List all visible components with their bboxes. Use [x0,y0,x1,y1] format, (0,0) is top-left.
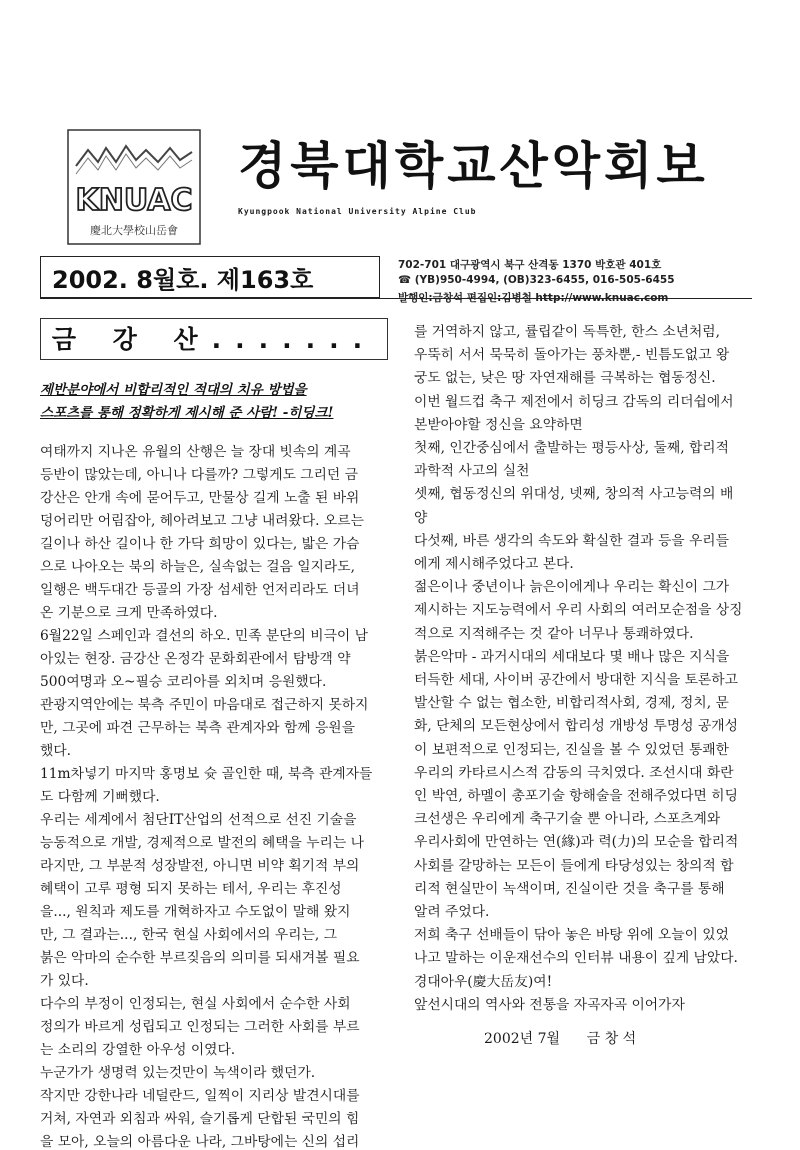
article-line: 만, 그곳에 파견 근무하는 북측 관계자와 함께 응원을 [40,720,355,736]
article-line: 리적 현실만이 녹색이며, 진실이란 것을 축구를 통해 [414,880,725,897]
article-line: 화, 단체의 모든현상에서 합리성 개방성 투명성 공개성 [414,718,738,735]
article-line: 우리는 세계에서 첨단IT산업의 선적으로 선진 기술을 [40,812,357,828]
article-line: 을 모아, 오늘의 아름다운 나라, 그바탕에는 신의 섭리 [40,1134,360,1150]
club-logo [66,128,202,246]
article-line: 첫째, 인간중심에서 출발하는 평등사상, 둘째, 합리적 [414,440,729,456]
article-line: 길이나 하산 길이나 한 가닥 희망이 있다는, 밟은 가슴 [40,536,360,552]
article-line: 작지만 강한나라 네덜란드, 일찍이 지리상 발견시대를 [40,1088,360,1104]
article-line: 누군가가 생명력 있는것만이 녹색이라 했던가. [40,1065,316,1081]
article-line: 만, 그 결과는..., 한국 현실 사회에서의 우리는, 그 [40,927,337,943]
issue-label: 2002. 8월호. 제163호 [52,266,314,294]
article-line: 강산은 안개 속에 묻어두고, 만물상 길게 노출 된 바위 [40,490,360,506]
article-line: 사회를 갈망하는 모든이 들에게 타당성있는 창의적 합 [414,857,734,874]
article-line: 도 다함께 기뻐했다. [40,789,160,805]
article-line: 제시하는 지도능력에서 우리 사회의 여러모순점을 상징 [414,602,743,619]
article-line: 혜택이 고루 평형 되지 못하는 테서, 우리는 후진성 [40,881,342,897]
article-line: 으로 나아오는 북의 하늘은, 실속없는 걸음 일지라도, [40,559,355,575]
article-line: 덩어리만 어림잡아, 헤아려보고 그냥 내려왔다. 오르는 [40,513,364,529]
article-line: 양 [414,509,428,526]
article-line: 에게 제시해주었다고 본다. [414,556,574,572]
article-line: 를 거역하지 않고, 률립같이 독특한, 한스 소년처럼, [414,324,721,340]
article-line: 을..., 원칙과 제도를 개혁하자고 수도없이 말해 왔지 [40,904,351,920]
article-line: 적으로 지적해주는 것 같아 너무나 통쾌하였다. [414,625,694,642]
article-line: 나고 말하는 이운재선수의 인터뷰 내용이 깊게 남았다. [414,950,738,967]
article-line: 능동적으로 개발, 경제적으로 발전의 혜택을 누리는 나 [40,835,364,851]
article-line: 는 소리의 강열한 아우성 이였다. [40,1042,236,1058]
article-line: 이 보편적으로 인정되는, 진실을 볼 수 있었던 통쾌한 [414,741,729,758]
article-line: 우리의 카타르시스적 감동의 극치였다. 조선시대 화란 [414,764,734,781]
article-line: 우리사회에 만연하는 연(緣)과 력(力)의 모순을 합리적 [414,834,739,851]
publisher-credits: 발행인:금창석 편집인:김병철 http://www.knuac.com [398,292,669,304]
article-line: 이번 월드컵 축구 제전에서 히딩크 감독의 리더쉽에서 [414,393,734,410]
article-line: 정의가 바르게 성립되고 인정되는 그러한 사회를 부르 [40,1019,360,1035]
article-line: 궁도 없는, 낮은 땅 자연재해를 극복하는 협동정신. [414,370,716,387]
article-line: 500여명과 오~필승 코리아를 외치며 응원했다. [40,674,327,690]
article-line: 11m차넣기 마지막 홍명보 슛 골인한 때, 북측 관계자들 [40,766,373,782]
article-line: 젊은이나 중년이나 늙은이에게나 우리는 확신이 그가 [414,579,730,596]
article-line: 여태까지 지나온 유월의 산행은 늘 장대 빗속의 계곡 [40,444,351,460]
article-line: 등반이 많았는데, 아니나 다를까? 그렇게도 그리던 금 [40,467,358,483]
article-line: 우뚝히 서서 묵묵히 돌아가는 풍차뿐,- 빈틈도없고 왕 [414,347,730,364]
article-line: 다섯째, 바른 생각의 속도와 확실한 결과 등을 우리들 [414,532,729,549]
article-line: 가 있다. [40,973,89,989]
article-line: 앞선시대의 역사와 전통을 자곡자곡 이어가자 [414,996,685,1013]
article-line: 온 기분으로 크게 만족하였다. [40,605,218,621]
logo-text: KNUAC [75,183,193,218]
article-line: 6월22일 스페인과 결선의 하오. 민족 분단의 비극이 남 [40,628,368,644]
article-line: 셋째, 협동정신의 위대성, 넷째, 창의적 사고능력의 배 [414,486,734,503]
article-line: 발산할 수 없는 협소한, 비합리적사회, 경제, 정치, 문 [414,695,729,712]
article-line: 크선생은 우리에게 축구기술 뿐 아니라, 스포츠계와 [414,811,721,828]
article-line: 저희 축구 선배들이 닦아 놓은 바탕 위에 오늘이 있었 [414,927,729,944]
article-line: 아있는 현장. 금강산 온정각 문화회관에서 탐방객 약 [40,651,351,667]
article-signature: 2002년 7월 금 창 석 [484,1031,637,1047]
article-subheadline: 제반분야에서 비합리적인 적대의 치유 방법을 [40,382,307,398]
article-headline: 금 강 산....... [51,325,377,354]
article-line: 관광지역안에는 북측 주민이 마음대로 접근하지 못하지 [40,697,369,713]
article-line: 다수의 부정이 인정되는, 현실 사회에서 순수한 사회 [40,996,351,1012]
article-line: 경대아우(慶大岳友)여! [414,973,553,990]
article-line: 했다. [40,743,72,759]
article-line: 과학적 사고의 실천 [414,463,530,480]
article-line: 터득한 세대, 사이버 공간에서 방대한 지식을 토론하고 [414,672,738,688]
article-line: 알려 주었다. [414,904,490,920]
publisher-address: 702-701 대구광역시 북구 산격동 1370 박호관 401호 [398,259,662,271]
article-line: 라지만, 그 부분적 성장발전, 아니면 비약 획기적 부의 [40,858,360,874]
article-line: 거쳐, 자연과 외침과 싸워, 슬기롭게 단합된 국민의 힘 [40,1111,360,1127]
article-line: 인 박연, 하멜이 총포기술 항해술을 전해주었다면 히딩 [414,788,738,804]
publisher-phone: ☎ (YB)950-4994, (OB)323-6455, 016-505-6455 [398,274,675,286]
logo-caption: 慶北大學校山岳會 [90,224,178,237]
article-line: 붉은 악마의 순수한 부르짖음의 의미를 되새겨볼 필요 [40,950,360,966]
article-line: 일행은 백두대간 등골의 가장 섬세한 언저리라도 더녀 [40,582,360,598]
masthead-subtitle: Kyungpook National University Alpine Club [238,207,477,216]
article-line: 붉은악마 - 과거시대의 세대보다 몇 배나 많은 지식을 [414,648,730,665]
article-subheadline: 스포츠를 통해 정확하게 제시해 준 사람! -히딩크! [40,405,334,421]
masthead-title: 경북대학교산악회보 [238,137,709,195]
article-line: 본받아야할 정신을 요약하면 [414,416,583,433]
